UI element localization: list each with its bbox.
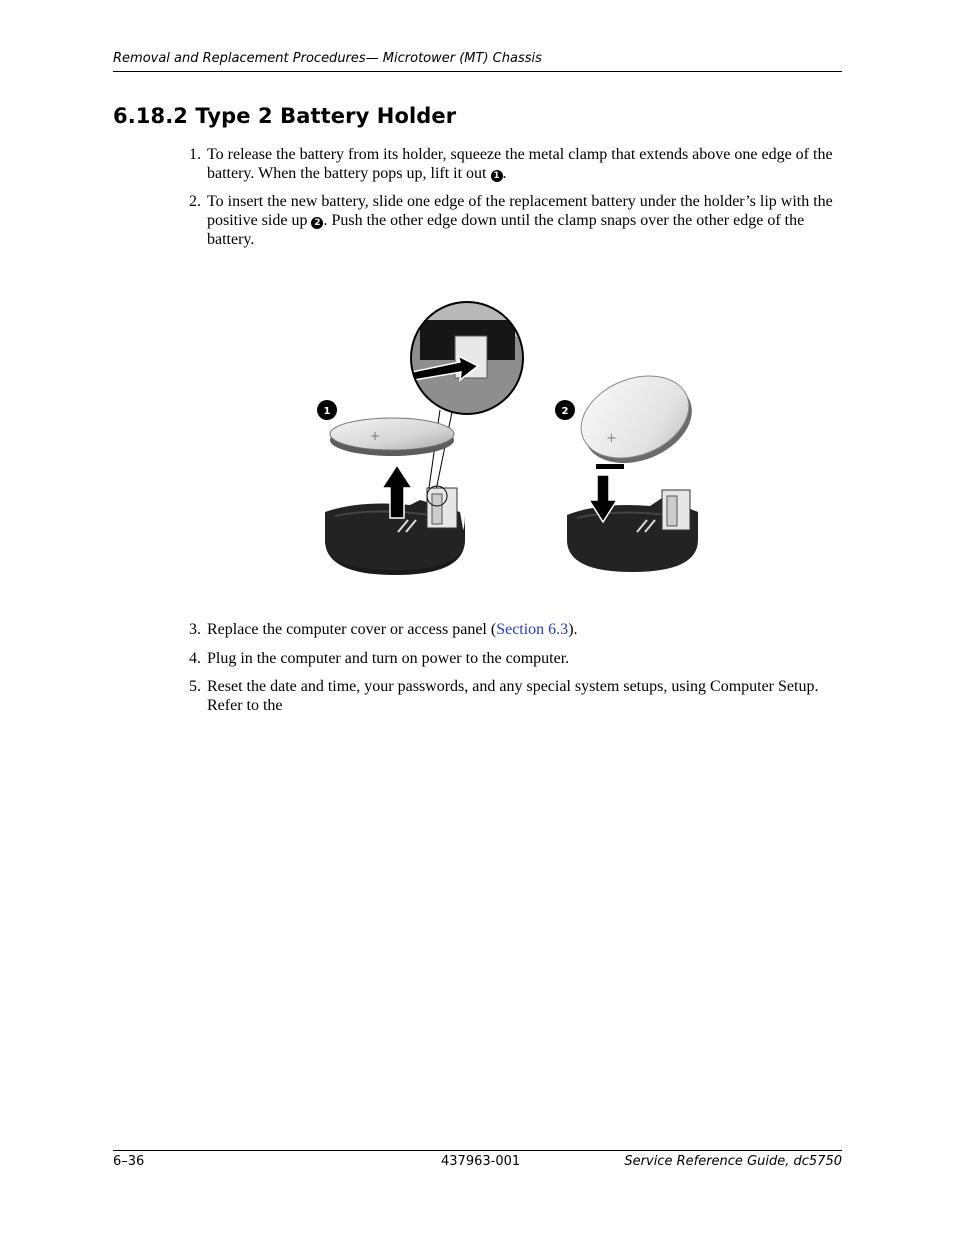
svg-text:+: + (370, 429, 381, 443)
callout-2-icon: 2 (311, 217, 323, 229)
step-2-number: 2. (189, 193, 201, 210)
callout-1-icon: 1 (491, 170, 503, 182)
svg-text:+: + (606, 431, 617, 446)
step-5-body: Reset the date and time, your passwords, and any special system setups, using Computer Setup. Refer to the (207, 678, 819, 714)
svg-text:2: 2 (561, 406, 569, 417)
step-5 (189, 677, 839, 715)
section-title: 6.18.2 Type 2 Battery Holder (113, 104, 457, 128)
battery-holder-figure (300, 300, 720, 580)
step-2-body: To insert the new battery, slide one edge of the replacement battery under the holder’s lip with the positive side up 2 . Push the other edge down until the clamp snaps over the other edge of the battery. (207, 193, 833, 248)
header-rule (113, 71, 842, 72)
step-5-number: 5. (189, 678, 201, 695)
step-4-number: 4. (189, 650, 201, 667)
footer-doc-number: 437963-001 (441, 1154, 521, 1169)
step-1-body: To release the battery from its holder, squeeze the metal clamp that extends above one edge of the battery. When the battery pops up, lift it out 1 . (207, 146, 833, 182)
footer-guide-title: Service Reference Guide, dc5750 (624, 1154, 842, 1169)
footer-rule (113, 1150, 842, 1151)
step-1 (189, 145, 839, 183)
section-6-3-link[interactable]: Section 6.3 (496, 621, 569, 638)
inset-detail (400, 300, 540, 420)
step-4-body: Plug in the computer and turn on power to the computer. (207, 650, 570, 667)
step-2 (189, 192, 839, 249)
footer-page-number: 6–36 (113, 1154, 145, 1169)
step-1-number: 1. (189, 146, 201, 163)
step-3 (189, 620, 839, 639)
battery-holder-illustration (300, 300, 720, 580)
step-3-body: Replace the computer cover or access panel (Section 6.3). (207, 621, 578, 638)
step-4 (189, 649, 839, 668)
svg-text:1: 1 (323, 406, 331, 417)
running-header-title: Removal and Replacement Procedures— Microtower (MT) Chassis (113, 51, 542, 66)
step-3-number: 3. (189, 621, 201, 638)
